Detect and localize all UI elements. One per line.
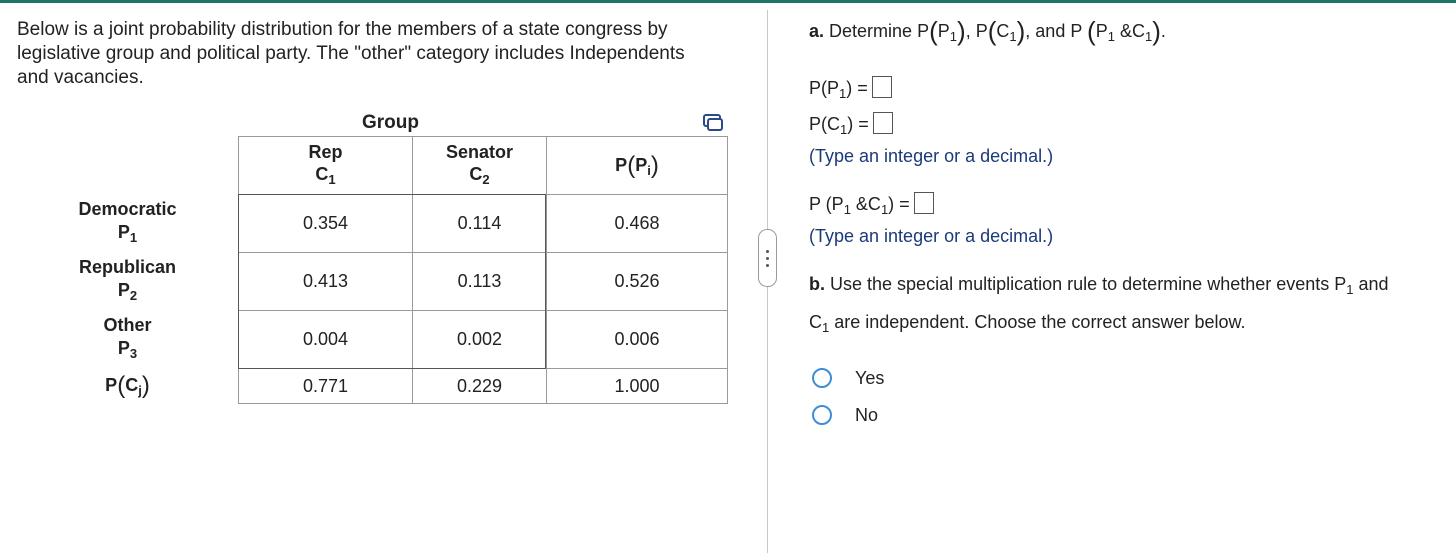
col-header-senator: Senator $C_2$ xyxy=(413,137,547,195)
problem-intro: Below is a joint probability distribution for the members of a state congress by legislative group and political party. The "other" category includes Independents and vacancies. xyxy=(17,19,685,88)
table-cell: 0.002 xyxy=(413,311,547,369)
table-cell: 0.004 xyxy=(239,311,413,369)
copy-table-icon[interactable] xyxy=(703,113,723,131)
table-cell: 0.468 xyxy=(547,195,728,253)
radio-button-no[interactable] xyxy=(812,405,832,425)
col-header-marginal: $P(P_i)$ xyxy=(547,137,728,195)
group-header: Group xyxy=(362,112,419,133)
row-header-democratic: Democratic $P_1$ xyxy=(78,198,177,245)
table-cell: 0.526 xyxy=(547,253,728,311)
col-header-rep: Rep $C_1$ xyxy=(239,137,413,195)
table-cell: 0.006 xyxy=(547,311,728,369)
table-row xyxy=(17,253,728,311)
hint-text: (Type an integer or a decimal.) xyxy=(809,146,1054,166)
row-header-other: Other $P_3$ xyxy=(103,314,152,361)
table-cell: 0.354 xyxy=(239,195,413,253)
table-row xyxy=(17,311,728,369)
table-cell: 1.000 xyxy=(547,369,728,404)
answer-input-p-p1-and-c1[interactable] xyxy=(914,192,934,214)
answer-row-p1: $P(P_1)$ = xyxy=(809,76,892,101)
option-no[interactable]: No xyxy=(812,405,878,426)
radio-button-yes[interactable] xyxy=(812,368,832,388)
pane-resize-handle[interactable] xyxy=(758,229,777,287)
table-cell: 0.114 xyxy=(413,195,547,253)
table-cell: 0.113 xyxy=(413,253,547,311)
part-a-question: a. Determine $P(P_1)$, $P(C_1)$, and P ($P_1$ $\&C_1$). xyxy=(809,16,1166,46)
table-cell: 0.229 xyxy=(413,369,547,404)
row-header-marginal: $P(C_j)$ xyxy=(105,372,150,399)
hint-text-2: (Type an integer or a decimal.) xyxy=(809,226,1054,246)
answer-input-p-c1[interactable] xyxy=(873,112,893,134)
answer-input-p-p1[interactable] xyxy=(872,76,892,98)
answer-row-p1-and-c1: P ($P_1$ $\&C_1$) = xyxy=(809,192,934,217)
top-accent-bar xyxy=(0,0,1456,3)
table-cell: 0.771 xyxy=(239,369,413,404)
joint-distribution-table xyxy=(17,136,728,404)
option-yes[interactable]: Yes xyxy=(812,368,884,389)
part-b-question: b. Use the special multiplication rule to determine whether events $P_1$ and $C_1$ are independent. Choose the correct answer below. xyxy=(809,274,1389,335)
table-cell: 0.413 xyxy=(239,253,413,311)
row-header-republican: Republican $P_2$ xyxy=(78,256,176,303)
answer-row-c1: $P(C_1)$ = xyxy=(809,112,893,137)
table-row-marginal xyxy=(17,369,728,404)
table-row xyxy=(17,195,728,253)
